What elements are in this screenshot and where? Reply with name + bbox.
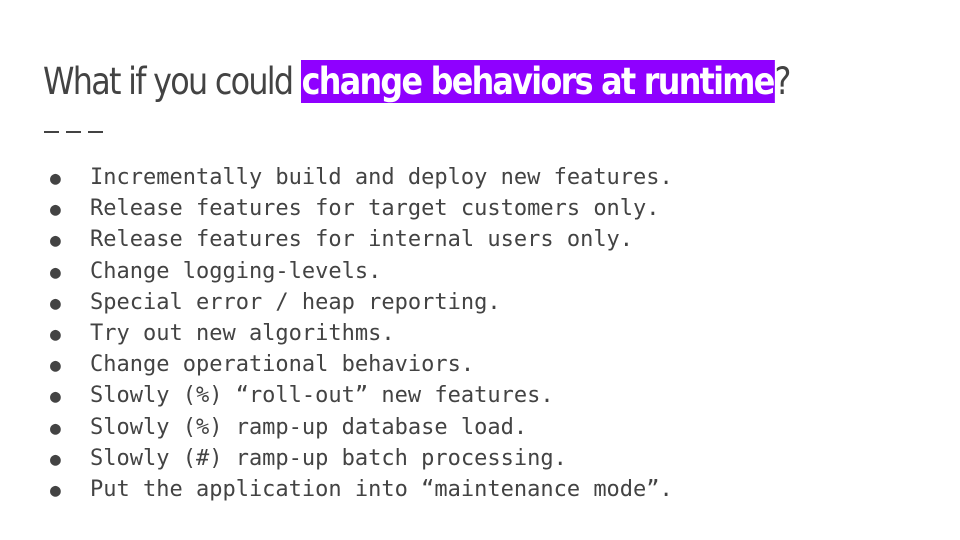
list-item [50,257,673,288]
bullet-icon: ● [50,480,61,502]
bullet-icon: ● [50,417,61,439]
bullet-text: Special error / heap reporting. [90,289,501,315]
list-item [50,350,673,381]
list-item [50,475,673,506]
bullet-icon: ● [50,261,61,283]
bullet-text: Slowly (#) ramp-up batch processing. [90,445,567,471]
title-divider [44,131,104,133]
bullet-text: Slowly (%) “roll-out” new features. [90,383,554,409]
bullet-icon: ● [50,230,61,252]
title-prefix: What if you could [43,60,301,103]
bullet-text: Change logging-levels. [90,258,382,284]
list-item [50,319,673,350]
bullet-text: Try out new algorithms. [90,321,395,347]
bullet-text: Slowly (%) ramp-up database load. [90,414,528,440]
bullet-text: Incrementally build and deploy new features. [90,165,673,190]
bullet-list [50,163,673,506]
slide-title [43,56,790,108]
title-highlight: change behaviors at runtime [301,60,774,103]
bullet-text: Release features for internal users only. [90,227,634,253]
list-item [50,413,673,444]
bullet-icon: ● [50,386,61,408]
bullet-text: Put the application into “maintenance mode”. [90,477,673,503]
bullet-icon: ● [50,199,61,221]
bullet-icon: ● [50,324,61,346]
bullet-icon: ● [50,448,61,470]
list-item [50,444,673,475]
list-item [50,381,673,412]
list-item [50,225,673,256]
title-suffix: ? [774,60,790,103]
bullet-icon: ● [50,292,61,314]
bullet-text: Release features for target customers only. [90,196,660,222]
list-item [50,288,673,319]
bullet-icon: ● [50,355,61,377]
bullet-icon: ● [50,168,61,189]
list-item [50,194,673,225]
bullet-text: Change operational behaviors. [90,352,475,378]
list-item [50,163,673,194]
